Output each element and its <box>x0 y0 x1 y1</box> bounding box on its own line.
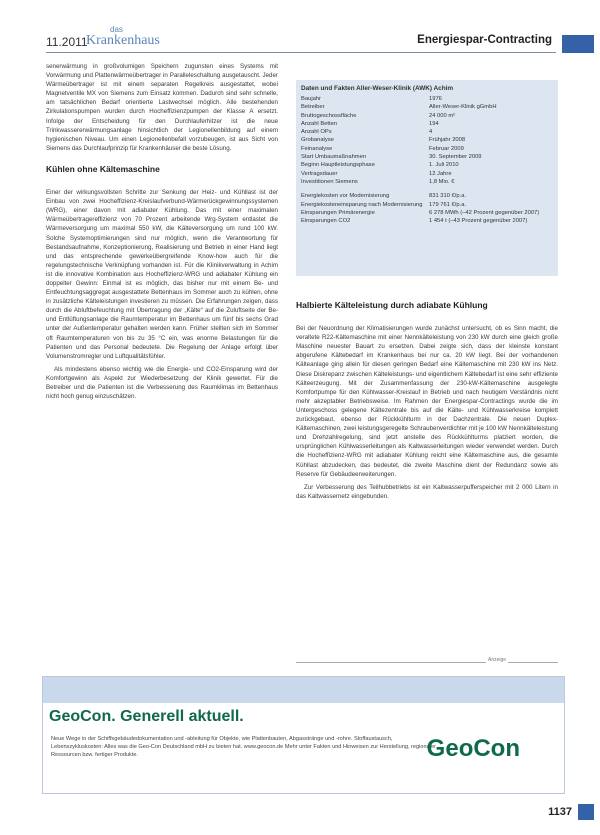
section-tab-marker <box>562 35 594 53</box>
paragraph: Einer der wirkungsvollsten Schritte zur Senkung der Heiz- und Kühllast ist der Einbau von zwei Hocheffizienz-Kreislaufverbund-Wärmerückgewinnungssystemen (WRG), einer davon mit adiabater Kühlung. Das mit einer maximalen Wärmeübertragereffizienz von 70 Prozent arbeitende Wrg-System entlastet die Wärmeversorgung um maximal 550 kW, die Kälteversorgung um rund 100 kW. Solche Systemoptimierungen sind nur möglich, wenn die Verantwortung für Bestandsaufnahme, Konzeptionierung, Realisierung und Betrieb in einer Hand liegt und das entsprechende gewerkeübergreifende Know-how auch für die regelungstechnische Verknüpfung vorhanden ist. Für die Klinikverwaltung in Achim ist die innovative Kombination aus Hocheffizienz-WRG und adiabater Kühlung ein doppelter Gewinn: Einmal ist es möglich, das bisher nur mit einem Be- und Entfeuchtungsaggregat ausgestattete Bettenhaus im Sommer auch zu kühlen, ohne in zusätzliche Kälteleistungen investieren zu müssen. Die Erfahrungen zeigen, dass durch die Abluftbefeuchtung mit Übertragung der „Kälte“ auf die Zuluftseite der Be- und Entlüftungsanlage die Raumtemperatur im Bettenhaus um fünf bis sechs Grad unter der Außentemperatur gehalten werden kann. Früher stellten sich im Sommer oft Raumtemperaturen von bis zu 35 °C ein, was enorme Belastungen für die Patienten und das Personal bedeutete. Die Regelung der Anlage erfolgt über Volumenstromregler und Luftqualitätsfühler. <box>46 189 278 360</box>
facts-value: 194 <box>429 120 439 127</box>
facts-value: Februar 2009 <box>429 145 464 152</box>
paragraph: Zur Verbesserung des Teilhubbetriebs ist ein Kaltwasserpufferspeicher mit 2 000 Litern in das Kaltwassernetz eingebunden. <box>296 483 558 500</box>
facts-row <box>296 136 558 144</box>
facts-row <box>296 201 558 209</box>
section-rubric: Energiespar-Contracting <box>417 34 552 46</box>
logo-small-text: das <box>110 25 123 34</box>
facts-key: Energiekosten vor Modernisierung <box>301 193 390 200</box>
facts-key: Start Umbaumaßnahmen <box>301 154 367 161</box>
facts-box <box>296 80 558 276</box>
facts-row <box>296 209 558 217</box>
page-header <box>0 0 600 60</box>
facts-key: Betreiber <box>301 104 325 111</box>
issue-number: 11.2011 <box>46 35 88 49</box>
facts-row <box>296 112 558 120</box>
advertisement[interactable] <box>42 676 565 794</box>
facts-key: Einsparungen CO2 <box>301 218 351 225</box>
facts-row <box>296 95 558 103</box>
facts-row <box>296 153 558 161</box>
facts-value: 1 454 t (–43 Prozent gegenüber 2007) <box>429 218 528 225</box>
facts-row <box>296 103 558 111</box>
ad-text: Neue Wege in der Schiffsgebäudedokumentation und -ableitung für Objekte, wie Plattenbauten, Abgasstränge und -rohre. Stoffaustausch, Lebenszykluskosten: Alles was die Geo-Con Deutschland mbH zu bieten hat. www.geocon.de Mehr unter Fakten und Hinweisen zur Herstellung, regionaler Ressourcen bzw. fertiger Produkte. <box>51 736 436 759</box>
facts-key: Bruttogeschossfläche <box>301 112 357 119</box>
facts-value: 179 761 €/p.a. <box>429 201 467 208</box>
ad-brand-logo: GeoCon <box>426 735 520 762</box>
facts-row <box>296 170 558 178</box>
facts-value: 6 278 MWh (–42 Prozent gegenüber 2007) <box>429 209 540 216</box>
facts-key: Vertragsdauer <box>301 170 338 177</box>
article-end-rule <box>296 662 558 663</box>
facts-key: Beginn Hauptleistungsphase <box>301 162 375 169</box>
facts-box-title: Daten und Fakten Aller-Weser-Klinik (AWK) Achim <box>301 85 454 92</box>
facts-key: Grobanalyse <box>301 137 334 144</box>
paragraph: Als mindestens ebenso wichtig wie die Energie- und CO2-Einsparung wird der Komfortgewinn als Aspekt zur Wiederbesetzung der Klinik gewertet. Für die Betreiber und die Patienten ist die Verbesserung des Raumklimas im Bettenhaus nicht hoch genug einzuschätzen. <box>46 365 278 401</box>
facts-value: 30. September 2009 <box>429 154 482 161</box>
facts-key: Energiekosteneinsparung nach Modernisierung <box>301 201 423 208</box>
facts-row <box>296 178 558 186</box>
paragraph: senerwärmung in großvolumigen Speichern zugunsten eines Systems mit Vorwärmung und Plattenwärmeübertrager in Paralleleschaltung ausgetauscht. Jeder Wärmeübertrager ist mit einem separaten Regelkreis ausgestattet, wobei Magnetventile MX von Siemens zum Einsatz kommen. Dadurch sind sehr schnelle, am tatsächlichen Bedarf orientierte Lastwechsel möglich. Alle bestehenden Zirkulationspumpen wurden durch Hocheffizienzpumpen der Klasse A ersetzt. Infolge der Entscheidung für den Durchlauferhitzer ist die neue Trinkwassererwärmungsanlage hinsichtlich der Legionellenbildung auf einem hygienischen Niveau. Um einen Legionellenbefall vorzubeugen, ist aus Sicht von Siemens das Durchlaufprinzip für Krankenhäuser die beste Lösung. <box>46 63 278 152</box>
facts-value: 4 <box>429 129 433 136</box>
facts-row <box>296 217 558 225</box>
page-tab-marker <box>578 804 594 820</box>
paragraph: Bei der Neuordnung der Klimatisierungen wurde zunächst untersucht, ob es Sinn macht, die veraltete R22-Kältemaschine mit einer Nennkälteleistung von 230 kW durch eine gleich große Maschine neuester Bauart zu ersetzen. Dabei zeigte sich, dass der kleinste konstant abgerufene Kältebedarf im Krankenhaus bei nur ca. 20 kW liegt. Bei der vorhandenen Kälteanlage ging allein für diesen geringen Bedarf eine Kältemaschine mit 230 kW ins Netz. Diese Diskrepanz zwischen Kälteleistungs- und eigentlichem Kältebedarf ist eine sehr effiziente Kälteerzeugung. Mit der Zusammenfassung der 230-kW-Kältemaschine ausgelegte Komfortpumpe für den Kühlwasser-Kreislauf in Betrieb und nach heutigem Verständnis nicht mehr akzeptabler Betriebsweise. Im Rahmen der Energiespar-Contractings wurde die im Untergeschoss gelegene Kältezentrale bis auf die Kälte- und Kühlwasserkreise komplett zurückgebaut, ebenso der Rückkühlturm in der Dachzentrale. Die neuen Duplex-Kältemaschinen, zwei leistungsgeregelte Schraubenverdichter mit je 100 kW Nennkälteleistung und Drehzahlregelung, sind jetzt anstelle des Rückkühlturms platziert worden, die ursprünglichen Kühlwasserleitungen als Kaltwasserleitungen wieder verwendet werden. Durch die Hocheffizienz-WRG mit adiabater Kühlung reicht eine Kältemaschine aus, die gesamte Kühllast abzudecken, das bedeutet, die zweite Maschine dient der Redundanz sowie als Reserve für Gebäudeerweiterungen. <box>296 325 558 478</box>
facts-row <box>296 145 558 153</box>
facts-value: 831 310 €/p.a. <box>429 193 467 200</box>
ad-slogan: GeoCon. Generell aktuell. <box>49 708 244 725</box>
facts-key: Feinanalyse <box>301 145 333 152</box>
facts-value: Aller-Weser-Klinik gGmbH <box>429 104 497 111</box>
facts-value: 1976 <box>429 96 442 102</box>
facts-key: Einsparungen Primärenergie <box>301 209 375 216</box>
left-column <box>46 62 278 405</box>
facts-value: 1. Juli 2010 <box>429 162 459 169</box>
page-number: 1137 <box>548 806 572 818</box>
header-rule <box>46 52 556 53</box>
facts-key: Baujahr <box>301 96 321 102</box>
ad-band <box>43 677 564 703</box>
facts-value: 24 000 m² <box>429 112 456 119</box>
facts-key: Anzahl Betten <box>301 120 338 127</box>
facts-key: Investitionen Siemens <box>301 178 358 185</box>
ad-label: Anzeige <box>488 657 507 663</box>
facts-box-rows <box>296 95 558 225</box>
subheading-kaelteleistung: Halbierte Kälteleistung durch adiabate Kühlung <box>296 300 488 310</box>
facts-key: Anzahl OPs <box>301 129 332 136</box>
subheading-kuehlen: Kühlen ohne Kältemaschine <box>46 163 160 174</box>
logo-name: Krankenhaus <box>86 33 160 48</box>
facts-row <box>296 192 558 200</box>
facts-row <box>296 120 558 128</box>
facts-value: 12 Jahre <box>429 170 452 177</box>
facts-row <box>296 161 558 169</box>
right-column <box>296 301 558 505</box>
facts-row <box>296 128 558 136</box>
facts-value: 1,8 Mio. € <box>429 178 455 185</box>
facts-value: Frühjahr 2008 <box>429 137 466 144</box>
